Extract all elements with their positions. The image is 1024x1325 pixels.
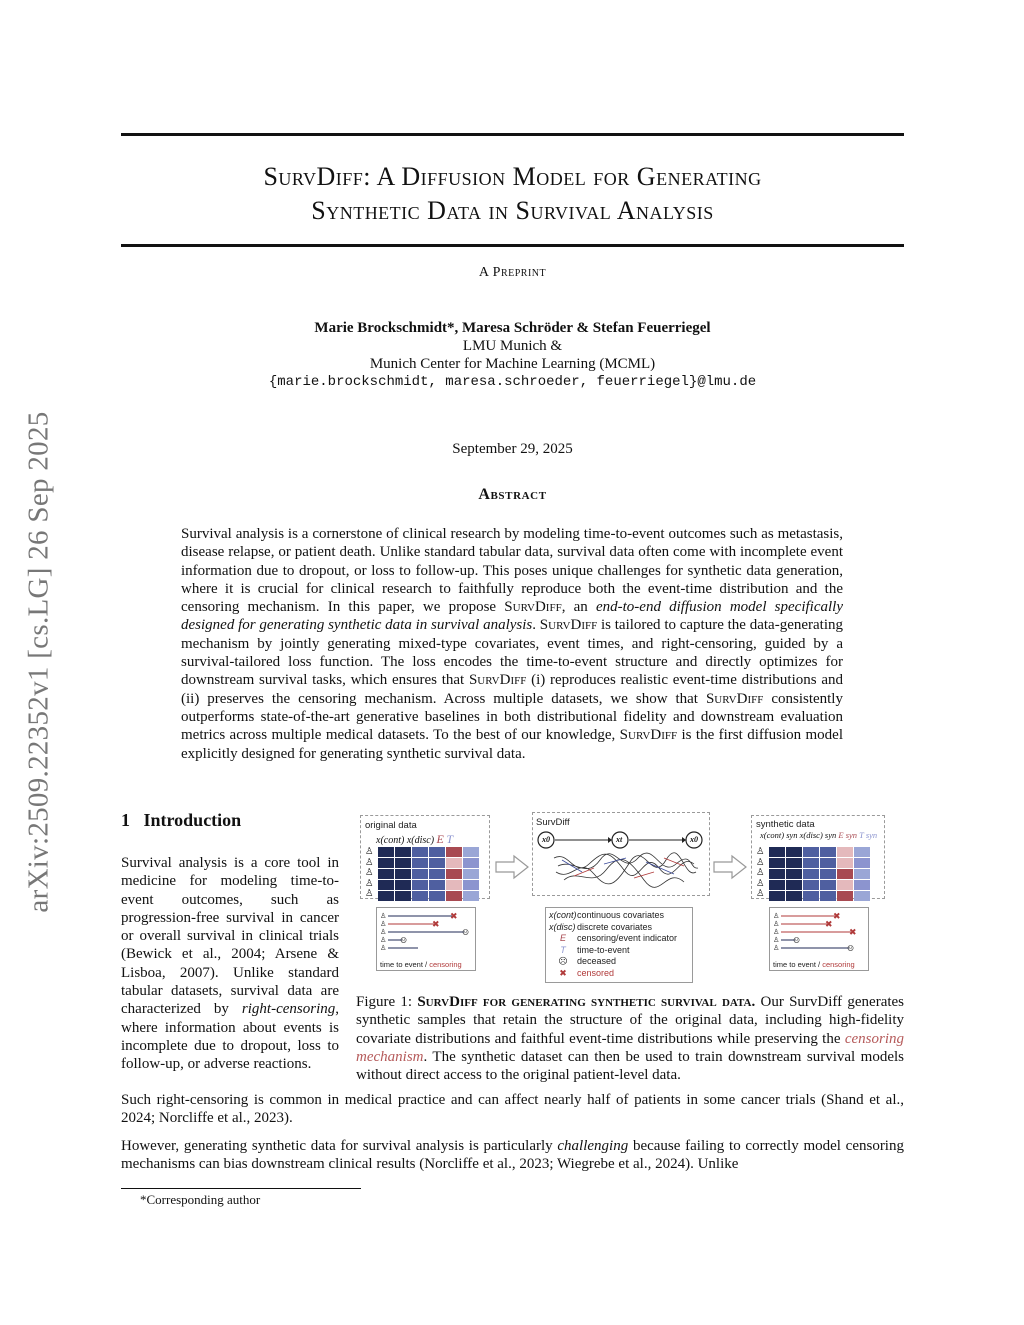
data-cell [412, 880, 428, 890]
legend-symbol: T [560, 944, 566, 955]
timeline-axis-label [380, 960, 462, 969]
data-cell [769, 858, 785, 868]
data-cell [854, 869, 870, 879]
caption-label: Figure 1: [356, 994, 413, 1010]
abstract-text-6: consistently outperforms state-of-the-art generative baselines in both distributional fidelity and downstream evaluation metrics across multiple medical datasets. To the best of our knowledge, [181, 690, 843, 744]
legend-item [549, 956, 677, 968]
data-cell [378, 869, 394, 879]
data-cell [820, 869, 836, 879]
svg-text:♙: ♙ [773, 944, 780, 952]
data-cell [412, 869, 428, 879]
intro-paragraph-2 [121, 1137, 904, 1174]
bottom-rule [121, 244, 904, 247]
node-xt-label: xt [616, 835, 623, 844]
legend-label: censoring/event indicator [577, 933, 678, 944]
legend-items [549, 910, 677, 980]
svg-text:♙: ♙ [773, 928, 780, 936]
data-cell [378, 891, 394, 901]
data-cell [854, 858, 870, 868]
data-cell [803, 891, 819, 901]
data-cell [820, 858, 836, 868]
col-labels-synthetic [760, 830, 877, 840]
timeline-chart-synthetic [771, 910, 867, 958]
data-cell [803, 869, 819, 879]
timeline-axis-label [773, 960, 855, 969]
caption-emphasis: censoring mechanism [356, 1030, 904, 1065]
svg-text:☹: ☹ [400, 936, 408, 945]
node-x0-label: x0 [542, 835, 550, 844]
svg-text:✖: ✖ [450, 911, 458, 921]
top-rule [121, 133, 904, 136]
col-labels-original [376, 832, 453, 847]
col-cont-label: x(cont) [376, 835, 405, 846]
data-cell [429, 880, 445, 890]
data-cell [395, 858, 411, 868]
data-cell [786, 858, 802, 868]
data-cell [412, 847, 428, 857]
footnote-rule [121, 1188, 361, 1189]
svg-text:♙: ♙ [380, 936, 387, 944]
figure-1 [356, 810, 904, 985]
data-cell [837, 869, 853, 879]
original-data-label: original data [365, 820, 417, 831]
svg-text:☹: ☹ [847, 944, 855, 953]
legend-symbol: E [559, 933, 566, 944]
method-name: SurvDiff [468, 672, 527, 689]
caption-text: . The synthetic dataset can then be used to train downstream survival models without direct access to the original patient-level data. [356, 1048, 904, 1084]
section-number: 1 [121, 810, 130, 830]
data-cell [446, 880, 462, 890]
data-cell [463, 869, 479, 879]
caption-bold: SurvDiff for generating synthetic survival data. [417, 994, 756, 1010]
data-cell [854, 880, 870, 890]
data-cell [412, 858, 428, 868]
abstract-text-1: Survival analysis is a cornerstone of clinical research by modeling time-to-event outcomes such as metastasis, disease relapse, or patient death. Unlike standard tabular data, survival data often come with incomplete event information due to dropout, or loss to follow-up. This poses unique challenges for synthetic data generation, where it is crucial for clinical research to faithfully reproduce both the event-time distribution and the censoring mechanism. In this paper, we propose [181, 526, 843, 616]
svg-text:♙: ♙ [773, 912, 780, 920]
data-cell [463, 858, 479, 868]
data-cell [446, 847, 462, 857]
synthetic-data-label: synthetic data [756, 819, 815, 830]
affiliation-2: Munich Center for Machine Learning (MCML) [369, 356, 656, 372]
abstract-text-3: . [532, 617, 540, 634]
data-cell [803, 847, 819, 857]
legend-item [549, 945, 677, 957]
data-cell [463, 847, 479, 857]
intro-emphasis: right-censoring [241, 1001, 336, 1018]
svg-text:♙: ♙ [380, 928, 387, 936]
synthetic-data-grid [769, 847, 870, 901]
original-data-grid [378, 847, 479, 901]
data-cell [820, 891, 836, 901]
emails: {marie.brockschmidt, maresa.schroeder, feuerriegel}@lmu.de [268, 374, 757, 390]
legend-label: discrete covariates [577, 921, 653, 932]
svg-text:☹: ☹ [793, 936, 801, 945]
data-cell [854, 891, 870, 901]
svg-text:♙: ♙ [380, 944, 387, 952]
col-e-label: E [436, 832, 444, 846]
data-cell [378, 858, 394, 868]
svg-text:♙: ♙ [773, 920, 780, 928]
legend-label: time-to-event [577, 944, 630, 955]
arxiv-sidebar [14, 372, 64, 952]
affiliation-1: LMU Munich & [462, 338, 563, 354]
data-cell [837, 858, 853, 868]
timeline-censor: censoring [429, 960, 462, 969]
data-cell [854, 847, 870, 857]
data-cell [378, 880, 394, 890]
intro-text: because failing to correctly model censoring mechanisms can bias downstream clinical results (Norcliffe et al., 2023; Wiegrebe et al., 2024). Unlike [121, 1138, 904, 1173]
arxiv-id: arXiv:2509.22352v1 [cs.LG] 26 Sep 2025 [22, 411, 55, 913]
col-disc-label: x(disc) [406, 835, 435, 846]
intro-paragraph-left [121, 854, 339, 1074]
abstract-text-4: is tailored to capture the data-generating mechanism by jointly generating mixed-type covariates, event times, and right-censoring, guided by a survival-tailored loss function. The loss encodes the time-to-event structure and directly optimizes for downstream survival tasks, which ensures that [181, 617, 843, 689]
data-cell [395, 847, 411, 857]
data-cell [395, 891, 411, 901]
data-cell [786, 880, 802, 890]
data-cell [378, 847, 394, 857]
figure-caption [356, 993, 904, 1084]
data-cell [429, 869, 445, 879]
data-cell [463, 891, 479, 901]
svg-text:✖: ✖ [825, 919, 833, 929]
legend-label: continuous covariates [577, 910, 665, 920]
survdiff-label: SurvDiff [536, 817, 570, 828]
method-name: SurvDiff [619, 727, 678, 744]
data-cell [429, 891, 445, 901]
arrow-right-icon [712, 854, 748, 880]
patient-icons: ♙ ♙ ♙ ♙ ♙ [756, 846, 765, 899]
data-cell [786, 847, 802, 857]
data-cell [769, 880, 785, 890]
col-t-label: T [446, 832, 454, 846]
abstract-text-2: , an [561, 599, 596, 616]
data-cell [412, 891, 428, 901]
method-name: SurvDiff [504, 599, 562, 616]
preprint-label: A Preprint [478, 265, 547, 280]
footnote: *Corresponding author [140, 1192, 261, 1207]
intro-text: , where information about events is incomplete due to dropout, loss to follow-up, or adverse reactions. [121, 1001, 339, 1073]
data-cell [395, 869, 411, 879]
legend-label: censored [577, 967, 615, 978]
authors: Marie Brockschmidt*, Maresa Schröder & Stefan Feuerriegel [314, 320, 711, 336]
data-cell [446, 869, 462, 879]
abstract-body [181, 525, 843, 763]
data-cell [820, 880, 836, 890]
title-line-1: SurvDiff: A Diffusion Model for Generating [263, 162, 762, 191]
intro-text: Survival analysis is a core tool in medicine for modeling time-to-event outcomes, such as progression-free survival in cancer or overall survival in clinical trials (Bewick et al., 2004; Arsene & Lisboa, 2007). Unlike standard tabular datasets, survival data are characterized by [121, 855, 339, 1018]
data-cell [429, 847, 445, 857]
paper-title [121, 160, 904, 228]
data-cell [395, 880, 411, 890]
timeline-label: time to event / [773, 960, 821, 969]
node-x0b-label: x0 [690, 835, 698, 844]
data-cell [820, 847, 836, 857]
legend-label: deceased [577, 956, 617, 967]
svg-text:✖: ✖ [849, 927, 857, 937]
section-heading [121, 810, 241, 831]
col-e-syn-label: E syn [838, 830, 858, 840]
title-line-2: Synthetic Data in Survival Analysis [311, 196, 714, 225]
patient-icons: ♙ ♙ ♙ ♙ ♙ [365, 846, 374, 899]
svg-text:☹: ☹ [462, 928, 470, 937]
date: September 29, 2025 [452, 441, 573, 457]
method-name: SurvDiff [539, 617, 598, 634]
data-cell [803, 880, 819, 890]
censored-icon: ✖ [559, 967, 567, 978]
data-cell [446, 891, 462, 901]
intro-text: However, generating synthetic data for survival analysis is particularly [121, 1138, 558, 1154]
data-cell [429, 858, 445, 868]
data-cell [786, 869, 802, 879]
data-cell [803, 858, 819, 868]
intro-emphasis: challenging [557, 1138, 629, 1154]
data-cell [786, 891, 802, 901]
abstract-text-5: (i) reproduces realistic event-time distributions and (ii) preserves the censoring mechanism. Across multiple datasets, we show that [181, 672, 843, 707]
svg-text:✖: ✖ [432, 919, 440, 929]
data-cell [769, 891, 785, 901]
legend-symbol: x(disc) [549, 921, 576, 932]
legend-item [549, 910, 677, 922]
col-t-syn-label: T syn [859, 830, 878, 840]
timeline-label: time to event / [380, 960, 428, 969]
svg-text:♙: ♙ [380, 912, 387, 920]
legend-item [549, 933, 677, 945]
intro-paragraph-full: Such right-censoring is common in medical practice and can affect nearly half of patients in some cancer trials (Shand et al., 2024; Norcliffe et al., 2023). [121, 1092, 904, 1127]
data-cell [769, 847, 785, 857]
svg-text:♙: ♙ [380, 920, 387, 928]
data-cell [463, 880, 479, 890]
data-cell [837, 847, 853, 857]
abstract-text-7: is the first diffusion model explicitly designed for generating synthetic survival data. [181, 727, 843, 762]
svg-text:✖: ✖ [833, 911, 841, 921]
timeline-censor: censoring [822, 960, 855, 969]
data-cell [446, 858, 462, 868]
svg-text:♙: ♙ [773, 936, 780, 944]
arrow-right-icon [494, 854, 530, 880]
col-cont-syn-label: x(cont) syn [760, 830, 798, 840]
data-cell [837, 891, 853, 901]
legend-item [549, 968, 677, 980]
abstract-heading: Abstract [478, 486, 547, 503]
timeline-chart-original [378, 910, 474, 958]
deceased-icon: ☹ [558, 956, 568, 967]
method-name: SurvDiff [705, 690, 764, 707]
data-cell [769, 869, 785, 879]
legend-symbol: x(cont) [549, 910, 577, 920]
legend-item [549, 922, 677, 934]
col-disc-syn-label: x(disc) syn [799, 830, 837, 840]
data-cell [837, 880, 853, 890]
abstract-emphasis: end-to-end diffusion model specifically designed for generating synthetic data in survival analysis [181, 599, 843, 634]
section-title: Introduction [143, 810, 242, 830]
caption-text: Our SurvDiff generates synthetic samples that retain the structure of the original data, including high-fidelity covariate distributions and faithful event-time distributions while preserving the [356, 994, 905, 1047]
